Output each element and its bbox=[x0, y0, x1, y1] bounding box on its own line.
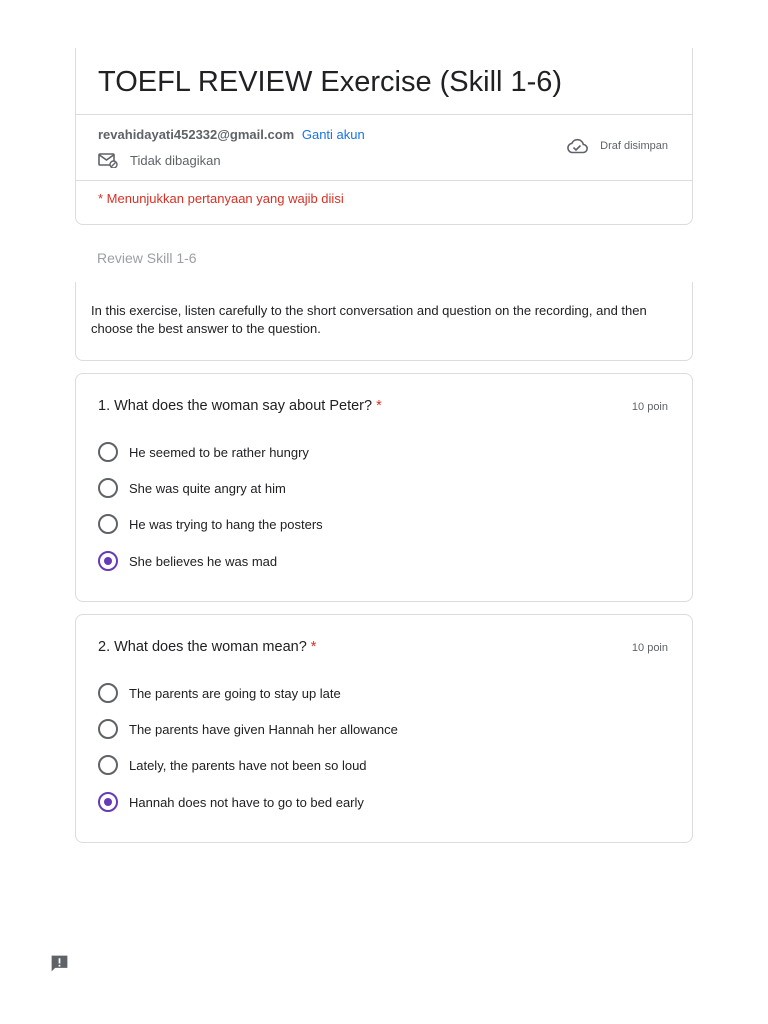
question-points: 10 poin bbox=[631, 642, 668, 654]
question-text: 2. What does the woman mean? bbox=[98, 639, 307, 655]
radio-checked-icon[interactable] bbox=[98, 792, 118, 812]
question-card bbox=[75, 614, 693, 843]
form-title: TOEFL REVIEW Exercise (Skill 1-6) bbox=[98, 66, 563, 98]
answer-option-selected[interactable] bbox=[98, 551, 277, 571]
question-card bbox=[75, 373, 693, 602]
option-label: He seemed to be rather hungry bbox=[129, 444, 309, 460]
radio-unchecked-icon[interactable] bbox=[98, 442, 118, 462]
answer-option[interactable] bbox=[98, 683, 341, 703]
switch-account-link[interactable]: Ganti akun bbox=[301, 127, 365, 142]
question-title bbox=[98, 639, 316, 655]
answer-option[interactable] bbox=[98, 514, 323, 534]
answer-option-selected[interactable] bbox=[98, 792, 364, 812]
radio-unchecked-icon[interactable] bbox=[98, 719, 118, 739]
account-info bbox=[98, 127, 365, 142]
header-divider bbox=[76, 114, 692, 115]
required-star: * bbox=[376, 398, 382, 414]
option-label: The parents have given Hannah her allowance bbox=[129, 721, 398, 737]
mail-not-shared-icon bbox=[98, 152, 118, 168]
required-star: * bbox=[310, 639, 317, 655]
option-label: Hannah does not have to go to bed early bbox=[129, 794, 364, 810]
required-note: * Menunjukkan pertanyaan yang wajib diisi bbox=[98, 191, 344, 206]
draft-status-label: Draf disimpan bbox=[600, 140, 668, 152]
option-label: She was quite angry at him bbox=[129, 480, 286, 496]
question-text: 1. What does the woman say about Peter? bbox=[98, 398, 373, 414]
not-shared-label: Tidak dibagikan bbox=[130, 152, 221, 168]
option-label: The parents are going to stay up late bbox=[129, 685, 341, 701]
radio-unchecked-icon[interactable] bbox=[98, 478, 118, 498]
option-label: He was trying to hang the posters bbox=[129, 516, 323, 532]
answer-option[interactable] bbox=[98, 478, 286, 498]
option-label: Lately, the parents have not been so loud bbox=[129, 757, 367, 773]
option-label: She believes he was mad bbox=[129, 553, 278, 569]
answer-option[interactable] bbox=[98, 719, 398, 739]
answer-option[interactable] bbox=[98, 755, 367, 775]
radio-unchecked-icon[interactable] bbox=[98, 514, 118, 534]
form-header-card bbox=[75, 48, 693, 225]
sharing-status bbox=[98, 152, 221, 168]
section-title: Review Skill 1-6 bbox=[97, 250, 197, 266]
draft-status bbox=[566, 138, 668, 154]
section-description: In this exercise, listen carefully to the short conversation and question on the recording, and then choose the best answer to the question. bbox=[91, 303, 647, 336]
answer-option[interactable] bbox=[98, 442, 309, 462]
question-title bbox=[98, 398, 382, 414]
radio-unchecked-icon[interactable] bbox=[98, 755, 118, 775]
account-email: revahidayati452332@gmail.com bbox=[98, 127, 295, 142]
feedback-icon[interactable] bbox=[49, 953, 70, 974]
section-description-card bbox=[75, 282, 693, 361]
question-points: 10 poin bbox=[631, 401, 668, 413]
radio-checked-icon[interactable] bbox=[98, 551, 118, 571]
radio-unchecked-icon[interactable] bbox=[98, 683, 118, 703]
cloud-check-icon bbox=[566, 138, 588, 154]
header-divider bbox=[76, 180, 692, 181]
